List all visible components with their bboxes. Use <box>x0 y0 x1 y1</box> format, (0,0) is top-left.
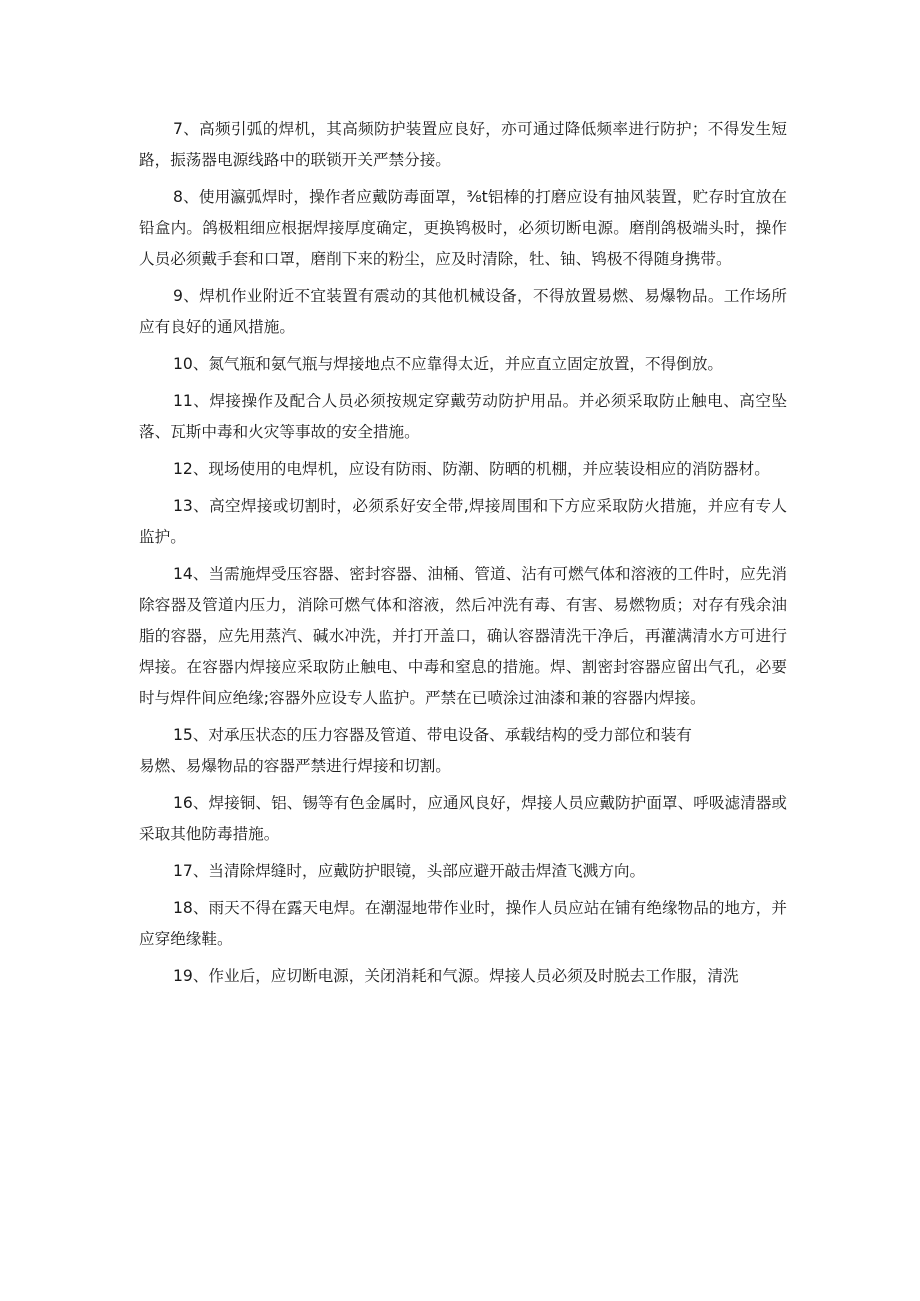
paragraph-item-11: 11、焊接操作及配合人员必须按规定穿戴劳动防护用品。并必须采取防止触电、高空坠落、瓦斯中毒和火灾等事故的安全措施。 <box>139 392 787 441</box>
paragraph-item-15: 15、对承压状态的压力容器及管道、带电设备、承载结构的受力部位和装有 <box>173 726 692 744</box>
paragraph-item-12: 12、现场使用的电焊机，应设有防雨、防潮、防晒的机棚，并应装设相应的消防器材。 <box>173 460 770 478</box>
paragraph-item-14: 14、当需施焊受压容器、密封容器、油桶、管道、沾有可燃气体和溶液的工件时，应先消除容器及管道内压力，消除可燃气体和溶液，然后冲洗有毒、有害、易燃物质；对存有残余油脂的容器，应先用蒸汽、碱水冲洗，并打开盖口，确认容器清洗干净后，再灌满清水方可进行焊接。在容器内焊接应采取防止触电、中毒和窒息的措施。焊、割密封容器应留出气孔，必要时与焊件间应绝缘;容器外应设专人监护。严禁在已喷涂过油漆和兼的容器内焊接。 <box>139 565 787 707</box>
paragraph-item-19: 19、作业后，应切断电源，关闭消耗和气源。焊接人员必须及时脱去工作服，清洗 <box>173 967 739 985</box>
paragraph-item-10: 10、氮气瓶和氨气瓶与焊接地点不应靠得太近，并应直立固定放置，不得倒放。 <box>173 355 724 373</box>
paragraph-item-8: 8、使用瀛弧焊时，操作者应戴防毒面罩，⅜t铝棒的打磨应设有抽风装置，贮存时宜放在铅盒内。鸽极粗细应根据焊接厚度确定，更换鸨极时，必须切断电源。磨削鸽极端头时，操作人员必须戴手套和口罩，磨削下来的粉尘，应及时清除，牡、铀、鸨极不得随身携带。 <box>139 188 787 268</box>
paragraph-item-9: 9、焊机作业附近不宜装置有震动的其他机械设备，不得放置易燃、易爆物品。工作场所应有良好的通风措施。 <box>139 287 787 336</box>
paragraph-item-15-continuation: 易燃、易爆物品的容器严禁进行焊接和切割。 <box>139 757 451 775</box>
paragraph-item-17: 17、当清除焊缝时，应戴防护眼镜，头部应避开敲击焊渣飞溅方向。 <box>173 862 646 880</box>
paragraph-item-13: 13、高空焊接或切割时，必须系好安全带,焊接周围和下方应采取防火措施，并应有专人监护。 <box>139 497 787 546</box>
document-body <box>139 114 787 998</box>
paragraph-item-16: 16、焊接铜、铝、锡等有色金属时，应通风良好，焊接人员应戴防护面罩、呼吸滤清器或采取其他防毒措施。 <box>139 794 787 843</box>
paragraph-item-7: 7、高频引弧的焊机，其高频防护装置应良好，亦可通过降低频率进行防护；不得发生短路，振荡器电源线路中的联锁开关严禁分接。 <box>139 120 787 169</box>
paragraph-item-18: 18、雨天不得在露天电焊。在潮湿地带作业时，操作人员应站在铺有绝缘物品的地方，并应穿绝缘鞋。 <box>139 899 787 948</box>
